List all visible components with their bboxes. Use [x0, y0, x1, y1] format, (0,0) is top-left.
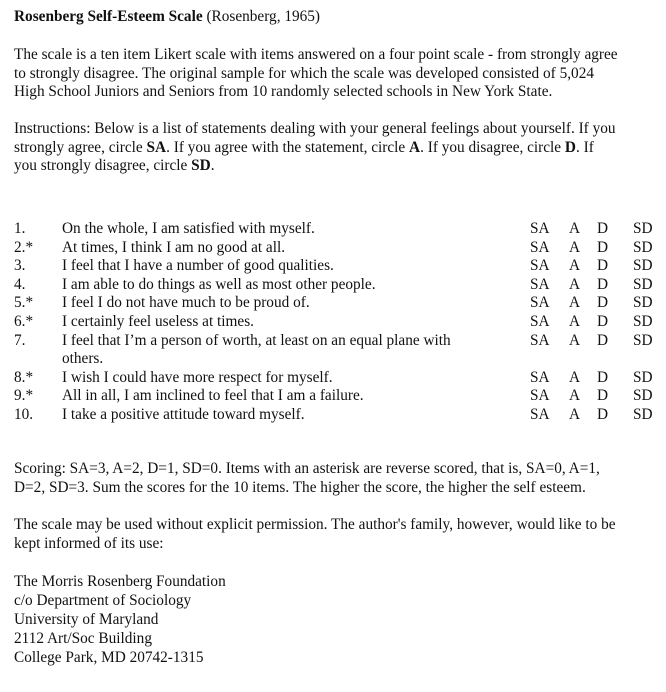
- option-d[interactable]: D: [597, 275, 609, 293]
- option-d[interactable]: D: [597, 387, 609, 405]
- item-text: I wish I could have more respect for myself.: [62, 368, 333, 386]
- item-text: On the whole, I am satisfied with myself.: [62, 220, 315, 237]
- item-number: 9.*: [14, 387, 34, 405]
- option-sd[interactable]: SD: [633, 312, 653, 330]
- option-sd[interactable]: SD: [633, 275, 653, 293]
- option-sa[interactable]: SA: [530, 405, 550, 423]
- option-a[interactable]: A: [569, 368, 581, 386]
- option-sd[interactable]: SD: [633, 220, 653, 237]
- option-d[interactable]: D: [597, 331, 609, 349]
- item-number: 4.: [14, 275, 26, 293]
- item-number: 2.*: [14, 238, 34, 256]
- item-row: [14, 239, 659, 258]
- item-row: [14, 406, 659, 425]
- option-sa[interactable]: SA: [530, 294, 550, 312]
- item-row: [14, 369, 659, 388]
- option-d[interactable]: D: [597, 368, 609, 386]
- option-d[interactable]: D: [597, 220, 609, 237]
- item-number: 3.: [14, 257, 26, 275]
- item-text: I feel that I’m a person of worth, at least on an equal plane with others.: [62, 331, 451, 368]
- item-row: [14, 313, 659, 332]
- option-d[interactable]: D: [597, 312, 609, 330]
- scoring-paragraph: Scoring: SA=3, A=2, D=1, SD=0. Items with an asterisk are reverse scored, that is, SA=0, A=1, D=2, SD=3. Sum the scores for the 10 items. The higher the score, the higher the self esteem.: [14, 460, 600, 496]
- option-sd[interactable]: SD: [633, 368, 653, 386]
- option-a[interactable]: A: [569, 331, 581, 349]
- option-d[interactable]: D: [597, 257, 609, 275]
- intro-paragraph: The scale is a ten item Likert scale with items answered on a four point scale - from strongly agree to strongly disagree. The original sample for which the scale was developed consisted of 5,024 High School Juniors and Seniors from 10 randomly selected schools in New York State.: [14, 46, 618, 101]
- option-sa[interactable]: SA: [530, 238, 550, 256]
- option-d[interactable]: D: [597, 405, 609, 423]
- item-text: All in all, I am inclined to feel that I am a failure.: [62, 387, 364, 405]
- permission-paragraph: The scale may be used without explicit permission. The author's family, however, would like to be kept informed of its use:: [14, 516, 616, 552]
- item-number: 6.*: [14, 312, 34, 330]
- option-sa[interactable]: SA: [530, 368, 550, 386]
- option-a[interactable]: A: [569, 405, 581, 423]
- item-row: [14, 387, 659, 406]
- item-number: 1.: [14, 220, 26, 237]
- option-a[interactable]: A: [569, 294, 581, 312]
- item-text: I take a positive attitude toward myself.: [62, 405, 305, 423]
- item-row: [14, 257, 659, 276]
- instructions-paragraph: Instructions: Below is a list of statements dealing with your general feelings about yourself. If you strongly agree, circle SA. If you agree with the statement, circle A. If you disagree, circle D. If you strongly disagree, circle SD.: [14, 120, 616, 175]
- document-title: Rosenberg Self-Esteem Scale (Rosenberg, 1965): [14, 8, 321, 25]
- items-list: [14, 220, 659, 425]
- option-a[interactable]: A: [569, 238, 581, 256]
- item-number: 5.*: [14, 294, 34, 312]
- address-block: The Morris Rosenberg Foundation c/o Department of Sociology University of Maryland 2112 Art/Soc Building College Park, MD 20742-1315: [14, 573, 226, 666]
- option-a[interactable]: A: [569, 312, 581, 330]
- item-text: I am able to do things as well as most other people.: [62, 275, 376, 293]
- option-sd[interactable]: SD: [633, 294, 653, 312]
- option-sd[interactable]: SD: [633, 331, 653, 349]
- option-a[interactable]: A: [569, 257, 581, 275]
- item-number: 7.: [14, 331, 26, 349]
- item-row: [14, 332, 659, 369]
- option-d[interactable]: D: [597, 294, 609, 312]
- item-number: 8.*: [14, 368, 34, 386]
- option-sa[interactable]: SA: [530, 312, 550, 330]
- option-sa[interactable]: SA: [530, 220, 550, 237]
- item-text: At times, I think I am no good at all.: [62, 238, 286, 256]
- option-sd[interactable]: SD: [633, 387, 653, 405]
- option-sa[interactable]: SA: [530, 331, 550, 349]
- option-sd[interactable]: SD: [633, 238, 653, 256]
- option-a[interactable]: A: [569, 275, 581, 293]
- option-sd[interactable]: SD: [633, 257, 653, 275]
- option-sd[interactable]: SD: [633, 405, 653, 423]
- option-sa[interactable]: SA: [530, 387, 550, 405]
- item-number: 10.: [14, 405, 34, 423]
- item-row: [14, 276, 659, 295]
- item-text: I certainly feel useless at times.: [62, 312, 254, 330]
- item-text: I feel that I have a number of good qualities.: [62, 257, 334, 275]
- item-row: [14, 220, 659, 239]
- option-sa[interactable]: SA: [530, 275, 550, 293]
- option-a[interactable]: A: [569, 387, 581, 405]
- item-row: [14, 294, 659, 313]
- item-text: I feel I do not have much to be proud of.: [62, 294, 310, 312]
- option-a[interactable]: A: [569, 220, 581, 237]
- option-d[interactable]: D: [597, 238, 609, 256]
- option-sa[interactable]: SA: [530, 257, 550, 275]
